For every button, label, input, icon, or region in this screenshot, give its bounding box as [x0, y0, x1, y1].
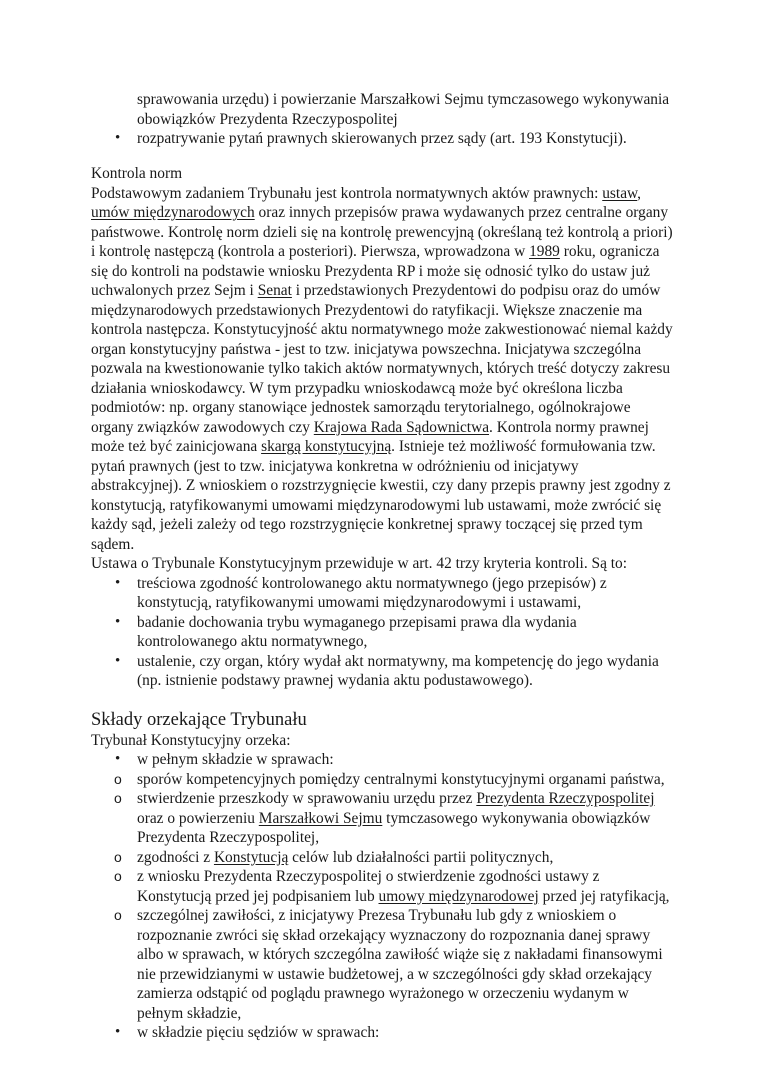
- text-run: z wniosku Prezydenta Rzeczypospolitej o stwierdzenie zgodności ustawy z: [137, 868, 600, 885]
- text-run: podmiotów: np. organy stanowiące jednostek samorządu terytorialnego, ogólnokrajowe: [91, 399, 631, 416]
- text-line: [91, 652, 691, 672]
- text-run: zgodności z: [137, 848, 214, 866]
- text-run: Ustawa o Trybunale Konstytucyjnym przewiduje w art. 42 trzy kryteria kontroli. Są to:: [91, 555, 628, 572]
- text-run: obowiązków Prezydenta Rzeczypospolitej: [137, 110, 398, 128]
- text-run: konstytucją, ratyfikowanymi umowami międzynarodowymi lub ustawami, może zwrócić się: [91, 496, 662, 514]
- text-line: [91, 281, 691, 301]
- text-line: [91, 828, 691, 848]
- text-run: działania wnioskodawcy. W tym przypadku wnioskodawcą może być określona liczba: [91, 379, 623, 397]
- text-run: Prezydenta Rzeczypospolitej,: [137, 829, 320, 846]
- hyperlink[interactable]: umowy międzynarodowej: [378, 887, 539, 905]
- sub-bullet-item: [91, 848, 691, 868]
- hyperlink[interactable]: ustaw: [602, 184, 638, 202]
- text-run: treściowa zgodność kontrolowanego aktu normatywnego (jego przepisów) z: [137, 574, 607, 592]
- text-run: przed jej ratyfikacją,: [538, 887, 670, 905]
- text-line: [91, 1004, 691, 1024]
- text-line: [91, 574, 691, 594]
- text-line: [91, 320, 691, 340]
- text-line: [91, 984, 691, 1004]
- text-run: nie przewidzianymi w ustawie budżetowej, a w szczególności gdy skład orzekający: [137, 965, 652, 983]
- text-run: organ konstytucyjny państwa - jest to tzw. inicjatywa powszechna. Inicjatywa szczególna: [91, 340, 642, 358]
- text-line: [91, 848, 691, 868]
- text-line: [91, 809, 691, 829]
- text-run: kontrolowanego aktu normatywnego,: [137, 633, 368, 650]
- bullet-icon: •: [115, 613, 121, 630]
- bullet-icon: •: [115, 751, 121, 767]
- text-run: . Kontrola normy prawnej: [489, 418, 649, 436]
- text-run: Składy orzekające Trybunału: [91, 709, 307, 730]
- text-line: [91, 770, 691, 790]
- text-run: ustalenie, czy organ, który wydał akt normatywny, ma kompetencję do jego wydania: [137, 652, 659, 670]
- paragraph: [91, 164, 691, 574]
- text-run: międzynarodowych przedstawionych Prezydentowi do ratyfikacji. Większe znaczenie ma: [91, 301, 643, 319]
- bullet-item: [91, 574, 691, 613]
- text-run: rozpatrywanie pytań prawnych skierowanych przez sądy (art. 193 Konstytucji).: [137, 130, 627, 147]
- circle-bullet-icon: o: [114, 770, 122, 787]
- text-run: pozwala na kwestionowanie tylko takich aktów normatywnych, których treść dotyczy zakresu: [91, 360, 671, 377]
- text-run: szczególnej zawiłości, z inicjatywy Prezesa Trybunału lub gdy z wnioskiem o: [137, 907, 617, 924]
- hyperlink[interactable]: Prezydenta Rzeczypospolitej: [476, 790, 655, 807]
- sub-bullet-item: [91, 867, 691, 906]
- text-run: oraz o powierzeniu: [137, 809, 259, 827]
- bullet-item: [91, 652, 691, 691]
- text-run: pytań prawnych (jest to tzw. inicjatywa konkretna w odróżnieniu od inicjatywy: [91, 457, 579, 475]
- text-line: [91, 750, 691, 770]
- spacer: [91, 691, 691, 709]
- text-line: [91, 906, 691, 926]
- text-run: się do kontroli na podstawie wniosku Prezydenta RP i może się odnosić tylko do ustaw już: [91, 262, 650, 280]
- text-run: w składzie pięciu sędziów w sprawach:: [137, 1024, 380, 1041]
- circle-bullet-icon: o: [114, 848, 122, 865]
- bullet-icon: •: [115, 652, 121, 669]
- text-line: [91, 945, 691, 965]
- text-line: [91, 262, 691, 282]
- text-run: stwierdzenie przeszkody w sprawowaniu urzędu przez: [137, 790, 477, 807]
- text-run: każdy sąd, jeżeli zależy od tego rozstrzygnięcie konkretnej sprawy toczącej się przed tym: [91, 516, 643, 533]
- text-run: roku, ogranicza: [559, 243, 660, 260]
- hyperlink[interactable]: umów międzynarodowych: [91, 204, 255, 221]
- text-run: oraz innych przepisów prawa wydawanych przez centralne organy: [254, 204, 669, 221]
- bullet-item: [91, 1023, 691, 1043]
- text-line: [91, 613, 691, 633]
- text-run: i przedstawionych Prezydentowi do podpisu oraz do umów: [291, 282, 661, 299]
- text-run: zamierza odstąpić od poglądu prawnego wyrażonego w orzeczeniu wydanym w: [137, 985, 629, 1002]
- text-run: sporów kompetencyjnych pomiędzy centralnymi konstytucyjnymi organami państwa,: [137, 770, 665, 788]
- text-line: [91, 359, 691, 379]
- text-run: organy związków zawodowych czy: [91, 418, 314, 436]
- hyperlink[interactable]: skargą konstytucyjną: [261, 438, 392, 455]
- text-line: [91, 709, 691, 731]
- text-line: [91, 223, 691, 243]
- text-run: konstytucją, ratyfikowanymi umowami międzynarodowymi i ustawami,: [137, 594, 582, 611]
- text-line: [91, 90, 691, 110]
- text-line: [91, 301, 691, 321]
- hyperlink[interactable]: Krajowa Rada Sądownictwa: [313, 418, 490, 436]
- sub-bullet-item: [91, 906, 691, 1023]
- sub-bullet-item: [91, 770, 691, 790]
- bullet-icon: •: [115, 1024, 121, 1040]
- text-line: [91, 1023, 691, 1043]
- text-line: [91, 965, 691, 985]
- text-line: [91, 184, 691, 204]
- text-run: ,: [637, 184, 642, 202]
- text-run: Trybunał Konstytucyjny orzeka:: [91, 731, 291, 749]
- text-line: [91, 496, 691, 516]
- text-line: [91, 129, 691, 149]
- bullet-item: [91, 613, 691, 652]
- text-run: celów lub działalności partii politycznych,: [288, 848, 554, 866]
- paragraph: [91, 90, 691, 129]
- hyperlink[interactable]: Senat: [257, 282, 292, 299]
- circle-bullet-icon: o: [114, 868, 122, 884]
- text-run: kontrola następcza. Konstytucyjność aktu normatywnego może zakwestionować niemal każdy: [91, 321, 673, 338]
- text-line: [91, 164, 691, 184]
- text-line: [91, 437, 691, 457]
- text-line: [91, 340, 691, 360]
- text-run: badanie dochowania trybu wymaganego przepisami prawa dla wydania: [137, 613, 577, 631]
- text-run: uchwalonych przez Sejm i: [91, 282, 258, 299]
- text-run: abstrakcyjnej). Z wnioskiem o rozstrzygnięcie kwestii, czy dany przepis prawny jest zgodny z: [91, 477, 671, 494]
- text-run: sprawowania urzędu) i powierzanie Marszałkowi Sejmu tymczasowego wykonywania: [137, 91, 670, 108]
- text-run: Konstytucją przed jej podpisaniem lub: [137, 887, 379, 905]
- document-page: [91, 90, 691, 1043]
- text-run: może też być zainicjowana: [91, 438, 262, 455]
- bullet-item: [91, 129, 691, 149]
- text-line: [91, 476, 691, 496]
- text-line: [91, 379, 691, 399]
- bullet-item: [91, 750, 691, 770]
- circle-bullet-icon: o: [114, 907, 122, 923]
- spacer: [91, 149, 691, 165]
- text-line: [91, 110, 691, 130]
- text-line: [91, 418, 691, 438]
- text-line: [91, 867, 691, 887]
- paragraph: [91, 731, 691, 751]
- text-line: [91, 398, 691, 418]
- text-line: [91, 242, 691, 262]
- text-line: [91, 457, 691, 477]
- sub-bullet-item: [91, 789, 691, 848]
- text-run: rozpoznanie zwróci się skład orzekający wyznaczony do rozpoznania danej sprawy: [137, 926, 651, 944]
- text-line: [91, 535, 691, 555]
- text-run: w pełnym składzie w sprawach:: [137, 751, 334, 768]
- text-run: (np. istnienie podstawy prawnej wydania aktu podustawowego).: [137, 672, 533, 689]
- text-run: . Istnieje też możliwość formułowania tzw.: [391, 438, 656, 455]
- text-run: tymczasowego wykonywania obowiązków: [382, 809, 651, 827]
- text-run: i kontrolę następczą (kontrola a posteriori). Pierwsza, wprowadzona w: [91, 243, 530, 260]
- text-line: [91, 671, 691, 691]
- text-line: [91, 887, 691, 907]
- text-line: [91, 632, 691, 652]
- text-line: [91, 731, 691, 751]
- text-line: [91, 926, 691, 946]
- text-line: [91, 515, 691, 535]
- text-run: sądem.: [91, 535, 135, 553]
- hyperlink[interactable]: 1989: [529, 243, 560, 260]
- text-line: [91, 789, 691, 809]
- text-line: [91, 593, 691, 613]
- section-heading: [91, 709, 691, 731]
- bullet-icon: •: [115, 130, 121, 146]
- hyperlink[interactable]: Konstytucją: [213, 848, 289, 866]
- text-run: pełnym składzie,: [137, 1004, 242, 1022]
- bullet-icon: •: [115, 574, 121, 591]
- hyperlink[interactable]: Marszałkowi Sejmu: [258, 809, 383, 827]
- text-run: Kontrola norm: [91, 165, 183, 182]
- circle-bullet-icon: o: [114, 790, 122, 806]
- text-line: [91, 203, 691, 223]
- text-line: [91, 554, 691, 574]
- text-run: Podstawowym zadaniem Trybunału jest kontrola normatywnych aktów prawnych:: [91, 184, 603, 202]
- text-run: państwowe. Kontrolę norm dzieli się na kontrolę prewencyjną (określaną też kontrolą a priori): [91, 223, 673, 241]
- text-run: albo w sprawach, w których szczególna zawiłość wiąże się z nakładami finansowymi: [137, 946, 663, 963]
